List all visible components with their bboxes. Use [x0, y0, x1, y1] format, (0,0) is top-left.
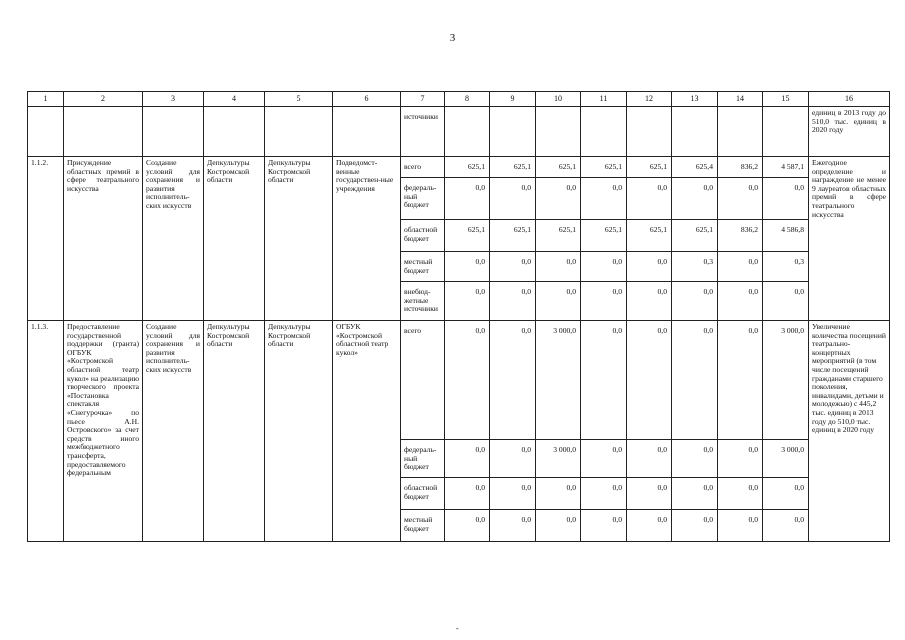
value-cell: 0,0 [763, 478, 809, 510]
col-header: 6 [333, 92, 401, 107]
item-customer: Депкультуры Костромской области [204, 157, 265, 321]
value-cell: 625,1 [536, 157, 581, 178]
value-cell: 836,2 [718, 157, 763, 178]
item-goal: Создание условий для сохранения и развития исполнитель-ских искусств [143, 321, 204, 542]
value-cell: 0,0 [627, 440, 672, 478]
value-cell: 0,0 [627, 510, 672, 542]
value-cell: 625,1 [672, 220, 718, 252]
value-cell: 0,0 [490, 321, 536, 440]
source-cell: областной бюджет [401, 478, 445, 510]
value-cell: 0,0 [490, 252, 536, 282]
value-cell: 0,0 [672, 440, 718, 478]
col-header: 1 [28, 92, 64, 107]
value-cell: 0,0 [672, 321, 718, 440]
table-row [28, 321, 890, 440]
footer-mark: - [456, 624, 459, 633]
value-cell: 0,0 [581, 440, 627, 478]
value-cell: 0,0 [672, 178, 718, 220]
table-row [28, 107, 890, 157]
value-cell: 0,0 [581, 282, 627, 321]
col-header: 8 [445, 92, 490, 107]
value-cell: 0,0 [490, 440, 536, 478]
value-cell: 625,1 [490, 157, 536, 178]
item-result: Ежегодное определение и награждение не менее 9 лауреатов областных премий в сфере театрального искусства [809, 157, 890, 321]
value-cell: 0,0 [763, 510, 809, 542]
source-cell: федераль-ный бюджет [401, 440, 445, 478]
value-cell: 0,0 [627, 252, 672, 282]
col-header: 11 [581, 92, 627, 107]
col-header: 15 [763, 92, 809, 107]
value-cell: 0,0 [718, 178, 763, 220]
value-cell: 625,1 [627, 157, 672, 178]
value-cell: 3 000,0 [763, 440, 809, 478]
value-cell: 0,0 [490, 478, 536, 510]
value-cell: 0,0 [627, 178, 672, 220]
value-cell: 0,0 [718, 440, 763, 478]
col-header: 16 [809, 92, 890, 107]
value-cell: 625,1 [581, 157, 627, 178]
value-cell: 0,0 [627, 282, 672, 321]
value-cell: 0,0 [536, 178, 581, 220]
value-cell: 0,0 [581, 478, 627, 510]
source-cell: источники [401, 107, 445, 157]
col-header: 2 [64, 92, 143, 107]
table-row [28, 157, 890, 178]
value-cell: 0,0 [718, 510, 763, 542]
item-executor: Депкультуры Костромской области [265, 157, 333, 321]
value-cell: 625,4 [672, 157, 718, 178]
page-number: 3 [449, 32, 456, 44]
value-cell: 0,0 [763, 178, 809, 220]
source-cell: местный бюджет [401, 510, 445, 542]
col-header: 9 [490, 92, 536, 107]
col-header: 12 [627, 92, 672, 107]
source-cell: всего [401, 157, 445, 178]
value-cell: 3 000,0 [763, 321, 809, 440]
value-cell: 625,1 [581, 220, 627, 252]
value-cell: 0,0 [445, 282, 490, 321]
col-header: 3 [143, 92, 204, 107]
source-cell: внебюд-жетные источники [401, 282, 445, 321]
value-cell: 0,0 [445, 252, 490, 282]
value-cell: 0,0 [672, 282, 718, 321]
item-participant: ОГБУК «Костромской областной театр кукол» [333, 321, 401, 542]
source-cell: всего [401, 321, 445, 440]
value-cell: 0,0 [718, 252, 763, 282]
source-cell: областной бюджет [401, 220, 445, 252]
item-goal: Создание условий для сохранения и развития исполнитель-ских искусств [143, 157, 204, 321]
col-header: 5 [265, 92, 333, 107]
item-participant: Подведомст-венные государствен-ные учреждения [333, 157, 401, 321]
item-name: Присуждение областных премий в сфере театрального искусства [64, 157, 143, 321]
result-cell: единиц в 2013 году до 510,0 тыс. единиц в 2020 году [809, 107, 890, 157]
value-cell: 3 000,0 [536, 321, 581, 440]
value-cell: 0,3 [672, 252, 718, 282]
value-cell: 0,0 [536, 510, 581, 542]
col-header: 14 [718, 92, 763, 107]
value-cell: 0,0 [445, 321, 490, 440]
value-cell: 625,1 [445, 220, 490, 252]
item-name: Предоставление государственной поддержки (гранта) ОГБУК «Костромской областной театр кукол» на реализацию творческого проекта «Постановка спектакля «Снегурочка» по пьесе А.Н. Островского» за счет средств иного межбюджетного трансферта, предоставляемого федеральным [64, 321, 143, 542]
program-table [27, 91, 890, 542]
value-cell: 0,0 [490, 510, 536, 542]
col-header: 10 [536, 92, 581, 107]
col-header: 4 [204, 92, 265, 107]
item-result: Увеличение количества посещений театрально-концертных мероприятий (в том числе посещений гражданами старшего поколения, инвалидами, детьми и молодежью) с 445,2 тыс. единиц в 2013 году до 510,0 тыс. единиц в 2020 году [809, 321, 890, 542]
value-cell: 625,1 [490, 220, 536, 252]
value-cell: 0,0 [672, 478, 718, 510]
item-number: 1.1.3. [28, 321, 64, 542]
value-cell: 625,1 [627, 220, 672, 252]
value-cell: 4 587,1 [763, 157, 809, 178]
value-cell: 0,0 [536, 252, 581, 282]
value-cell: 3 000,0 [536, 440, 581, 478]
value-cell: 0,0 [763, 282, 809, 321]
value-cell: 836,2 [718, 220, 763, 252]
value-cell: 0,0 [718, 321, 763, 440]
value-cell: 0,0 [581, 252, 627, 282]
value-cell: 0,0 [445, 178, 490, 220]
header-row [28, 92, 890, 107]
item-number: 1.1.2. [28, 157, 64, 321]
value-cell: 0,0 [627, 321, 672, 440]
value-cell: 0,0 [718, 478, 763, 510]
value-cell: 0,0 [536, 282, 581, 321]
value-cell: 4 586,8 [763, 220, 809, 252]
value-cell: 0,0 [627, 478, 672, 510]
value-cell: 0,0 [445, 510, 490, 542]
value-cell: 625,1 [536, 220, 581, 252]
value-cell: 0,3 [763, 252, 809, 282]
value-cell: 0,0 [581, 178, 627, 220]
value-cell: 0,0 [672, 510, 718, 542]
item-executor: Депкультуры Костромской области [265, 321, 333, 542]
value-cell: 0,0 [581, 510, 627, 542]
col-header: 7 [401, 92, 445, 107]
value-cell: 0,0 [581, 321, 627, 440]
item-customer: Депкультуры Костромской области [204, 321, 265, 542]
value-cell: 0,0 [490, 282, 536, 321]
value-cell: 0,0 [718, 282, 763, 321]
source-cell: федераль-ный бюджет [401, 178, 445, 220]
value-cell: 0,0 [490, 178, 536, 220]
value-cell: 0,0 [536, 478, 581, 510]
col-header: 13 [672, 92, 718, 107]
value-cell: 0,0 [445, 440, 490, 478]
value-cell: 625,1 [445, 157, 490, 178]
value-cell: 0,0 [445, 478, 490, 510]
source-cell: местный бюджет [401, 252, 445, 282]
